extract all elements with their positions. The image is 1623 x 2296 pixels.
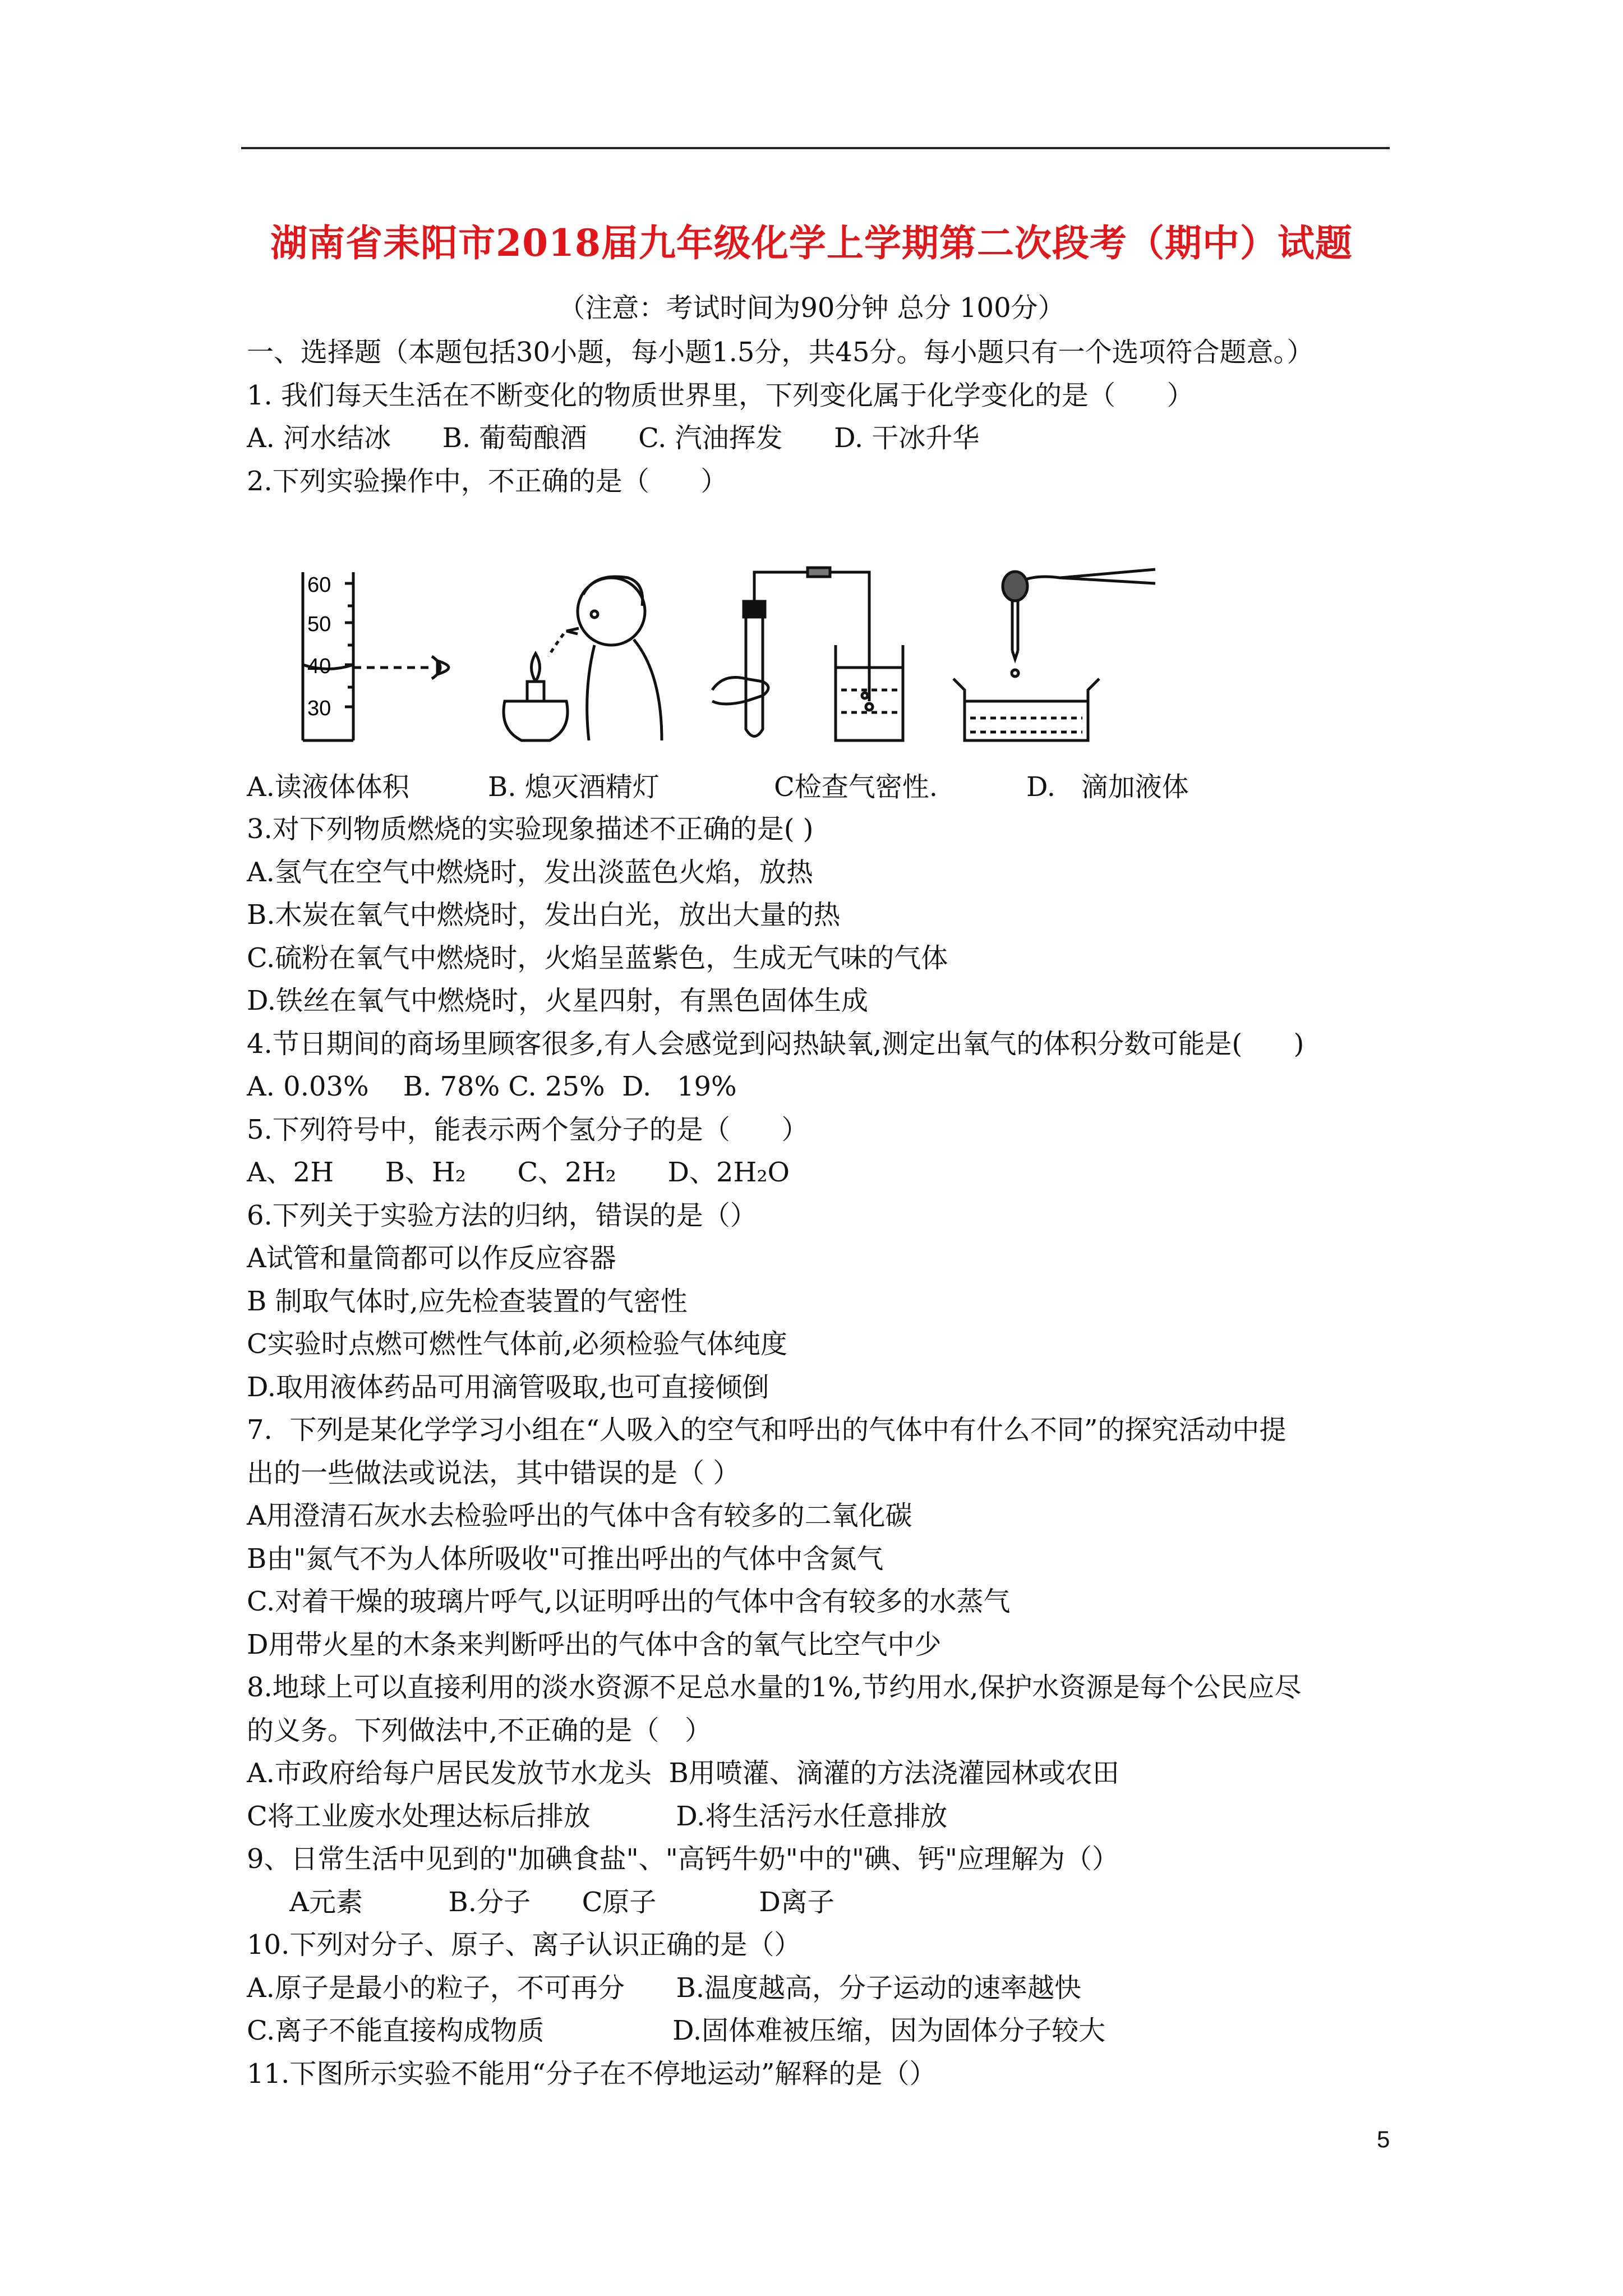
page-number: 5	[1377, 2126, 1390, 2152]
text-line: A.氢气在空气中燃烧时，发出淡蓝色火焰，放热	[247, 856, 813, 888]
text-line: 2.下列实验操作中，不正确的是（ ）	[247, 465, 728, 497]
text-line: 10.下列对分子、原子、离子认识正确的是（）	[247, 1929, 801, 1961]
figure-caption-b: B. 熄灭酒精灯	[488, 771, 660, 803]
airtightness-figure	[701, 561, 914, 752]
text-line: A.市政府给每户居民发放节水龙头 B用喷灌、滴灌的方法浇灌园林或农田	[247, 1757, 1119, 1789]
tick-label: 50	[307, 613, 331, 636]
figure-caption-a: A.读液体体积	[247, 771, 409, 803]
text-line: C.对着干燥的玻璃片呼气,以证明呼出的气体中含有较多的水蒸气	[247, 1586, 1011, 1617]
text-line: A元素 B.分子 C原子 D离子	[247, 1886, 834, 1918]
text-line: A、2H B、H₂ C、2H₂ D、2H₂O	[247, 1157, 790, 1188]
text-line: B 制取气体时,应先检查装置的气密性	[247, 1285, 688, 1317]
tick-label: 40	[307, 655, 331, 678]
text-line: A用澄清石灰水去检验呼出的气体中含有较多的二氧化碳	[247, 1500, 912, 1531]
graduated-cylinder-figure	[269, 561, 482, 752]
text-line: C将工业废水处理达标后排放 D.将生活污水任意排放	[247, 1800, 948, 1832]
exam-note: （注意：考试时间为90分钟 总分 100分）	[558, 292, 1065, 324]
text-line: 8.地球上可以直接利用的淡水资源不足总水量的1%,节约用水,保护水资源是每个公民应尽	[247, 1672, 1302, 1703]
tick-label: 30	[307, 697, 331, 720]
header-rule	[241, 147, 1390, 149]
text-line: A. 河水结冰 B. 葡萄酿酒 C. 汽油挥发 D. 干冰升华	[247, 422, 980, 454]
text-line: C.硫粉在氧气中燃烧时，火焰呈蓝紫色，生成无气味的气体	[247, 942, 948, 974]
text-line: 1. 我们每天生活在不断变化的物质世界里，下列变化属于化学变化的是（ ）	[247, 379, 1194, 411]
exam-title: 湖南省耒阳市2018届九年级化学上学期第二次段考（期中）试题	[270, 221, 1353, 265]
tick-label: 60	[307, 573, 331, 597]
text-line: B由"氮气不为人体所吸收"可推出呼出的气体中含氮气	[247, 1543, 884, 1575]
text-line: C实验时点燃可燃性气体前,必须检验气体纯度	[247, 1328, 787, 1360]
text-line: D.取用液体药品可用滴管吸取,也可直接倾倒	[247, 1371, 769, 1403]
text-line: D.铁丝在氧气中燃烧时，火星四射，有黑色固体生成	[247, 985, 869, 1016]
text-line: 4.节日期间的商场里顾客很多,有人会感觉到闷热缺氧,测定出氧气的体积分数可能是( )	[247, 1028, 1304, 1060]
text-line: A试管和量筒都可以作反应容器	[247, 1243, 616, 1274]
text-line: 9、日常生活中见到的"加碘食盐"、"高钙牛奶"中的"碘、钙"应理解为（）	[247, 1843, 1119, 1875]
figure-caption-c: C检查气密性.	[774, 771, 938, 803]
text-line: A. 0.03% B. 78% C. 25% D. 19%	[247, 1071, 737, 1102]
text-line: B.木炭在氧气中燃烧时，发出白光，放出大量的热	[247, 899, 841, 931]
text-line: 6.下列关于实验方法的归纳，错误的是（）	[247, 1199, 757, 1231]
experiment-figures	[247, 561, 1402, 763]
alcohol-lamp-figure	[482, 561, 673, 752]
figure-caption-d: D. 滴加液体	[1026, 771, 1189, 803]
text-line: 出的一些做法或说法，其中错误的是（ ）	[247, 1457, 740, 1489]
text-line: 5.下列符号中，能表示两个氢分子的是（ ）	[247, 1114, 809, 1145]
text-line: A.原子是最小的粒子，不可再分 B.温度越高，分子运动的速率越快	[247, 1972, 1082, 2004]
text-line: 的义务。下列做法中,不正确的是（ ）	[247, 1714, 712, 1746]
intro-lines	[247, 331, 1402, 503]
text-line: C.离子不能直接构成物质 D.固体难被压缩，因为固体分子较大	[247, 2015, 1106, 2046]
text-line: 一、选择题（本题包括30小题，每小题1.5分，共45分。每小题只有一个选项符合题意。）	[247, 337, 1314, 368]
text-line: 11.下图所示实验不能用“分子在不停地运动”解释的是（）	[247, 2058, 937, 2090]
text-line: D用带火星的木条来判断呼出的气体中含的氧气比空气中少	[247, 1628, 942, 1660]
question-lines	[247, 808, 1402, 2095]
text-line: 3.对下列物质燃烧的实验现象描述不正确的是( )	[247, 813, 814, 845]
dropper-figure	[931, 561, 1166, 752]
text-line: 7. 下列是某化学学习小组在“人吸入的空气和呼出的气体中有什么不同”的探究活动中提	[247, 1414, 1287, 1446]
